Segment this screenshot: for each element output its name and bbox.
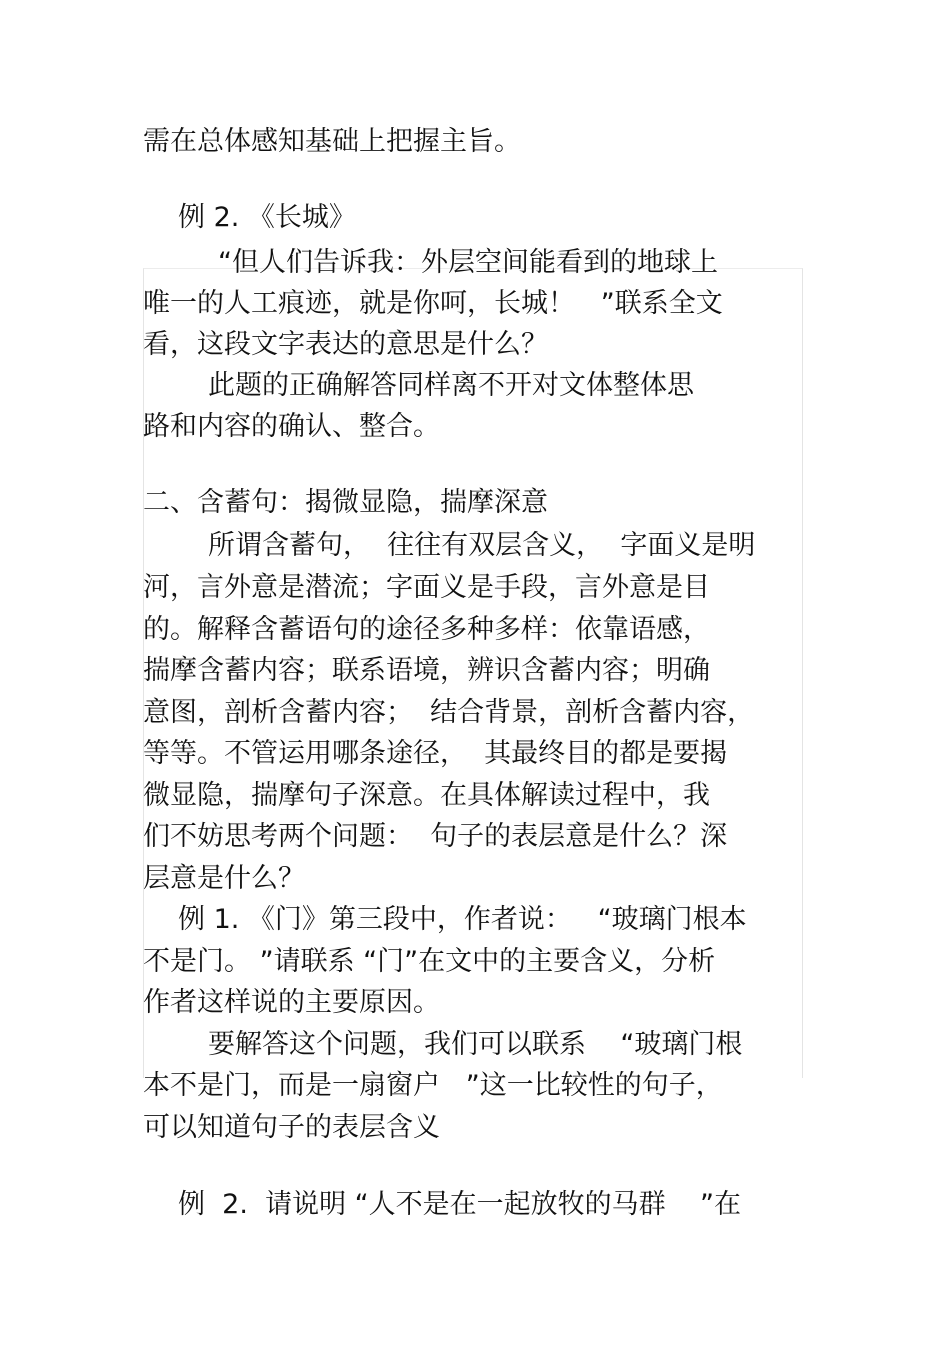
example-heading: 例 2. 请说明 “人不是在一起放牧的马群 ”在 — [178, 1189, 741, 1220]
text-line: 层意是什么？ — [143, 863, 305, 894]
text-line: 们不妨思考两个问题： 句子的表层意是什么？深 — [143, 821, 728, 852]
text-line: 本不是门，而是一扇窗户 ”这一比较性的句子， — [143, 1070, 723, 1101]
text-line: 等等。不管运用哪条途径， 其最终目的都是要揭 — [143, 738, 728, 769]
text-line: 作者这样说的主要原因。 — [143, 987, 440, 1018]
text-line: 的。解释含蓄语句的途径多种多样：依靠语感， — [143, 614, 710, 645]
text-line: “但人们告诉我：外层空间能看到的地球上 — [218, 247, 718, 278]
text-line: 河，言外意是潜流；字面义是手段，言外意是目 — [143, 572, 710, 603]
text-line: 意图，剖析含蓄内容； 结合背景，剖析含蓄内容， — [143, 697, 755, 728]
text-line: 揣摩含蓄内容；联系语境，辨识含蓄内容；明确 — [143, 655, 710, 686]
text-line: 需在总体感知基础上把握主旨。 — [143, 126, 521, 157]
section-heading: 二、含蓄句：揭微显隐，揣摩深意 — [143, 487, 548, 518]
text-line: 所谓含蓄句， 往往有双层含义， 字面义是明 — [208, 530, 756, 561]
example-heading: 例 2. 《长城》 — [178, 202, 356, 233]
text-line: 唯一的人工痕迹，就是你呵，长城！ ”联系全文 — [143, 288, 723, 319]
example-heading: 例 1. 《门》第三段中，作者说： “玻璃门根本 — [178, 904, 747, 935]
text-line: 微显隐，揣摩句子深意。在具体解读过程中，我 — [143, 780, 710, 811]
text-line: 不是门。 ”请联系 “门”在文中的主要含义，分析 — [143, 946, 716, 977]
text-line: 可以知道句子的表层含义 — [143, 1112, 440, 1143]
text-line: 要解答这个问题，我们可以联系 “玻璃门根 — [208, 1029, 743, 1060]
text-line: 看，这段文字表达的意思是什么？ — [143, 329, 548, 360]
text-line: 此题的正确解答同样离不开对文体整体思 — [208, 370, 694, 401]
text-line: 路和内容的确认、整合。 — [143, 411, 440, 442]
